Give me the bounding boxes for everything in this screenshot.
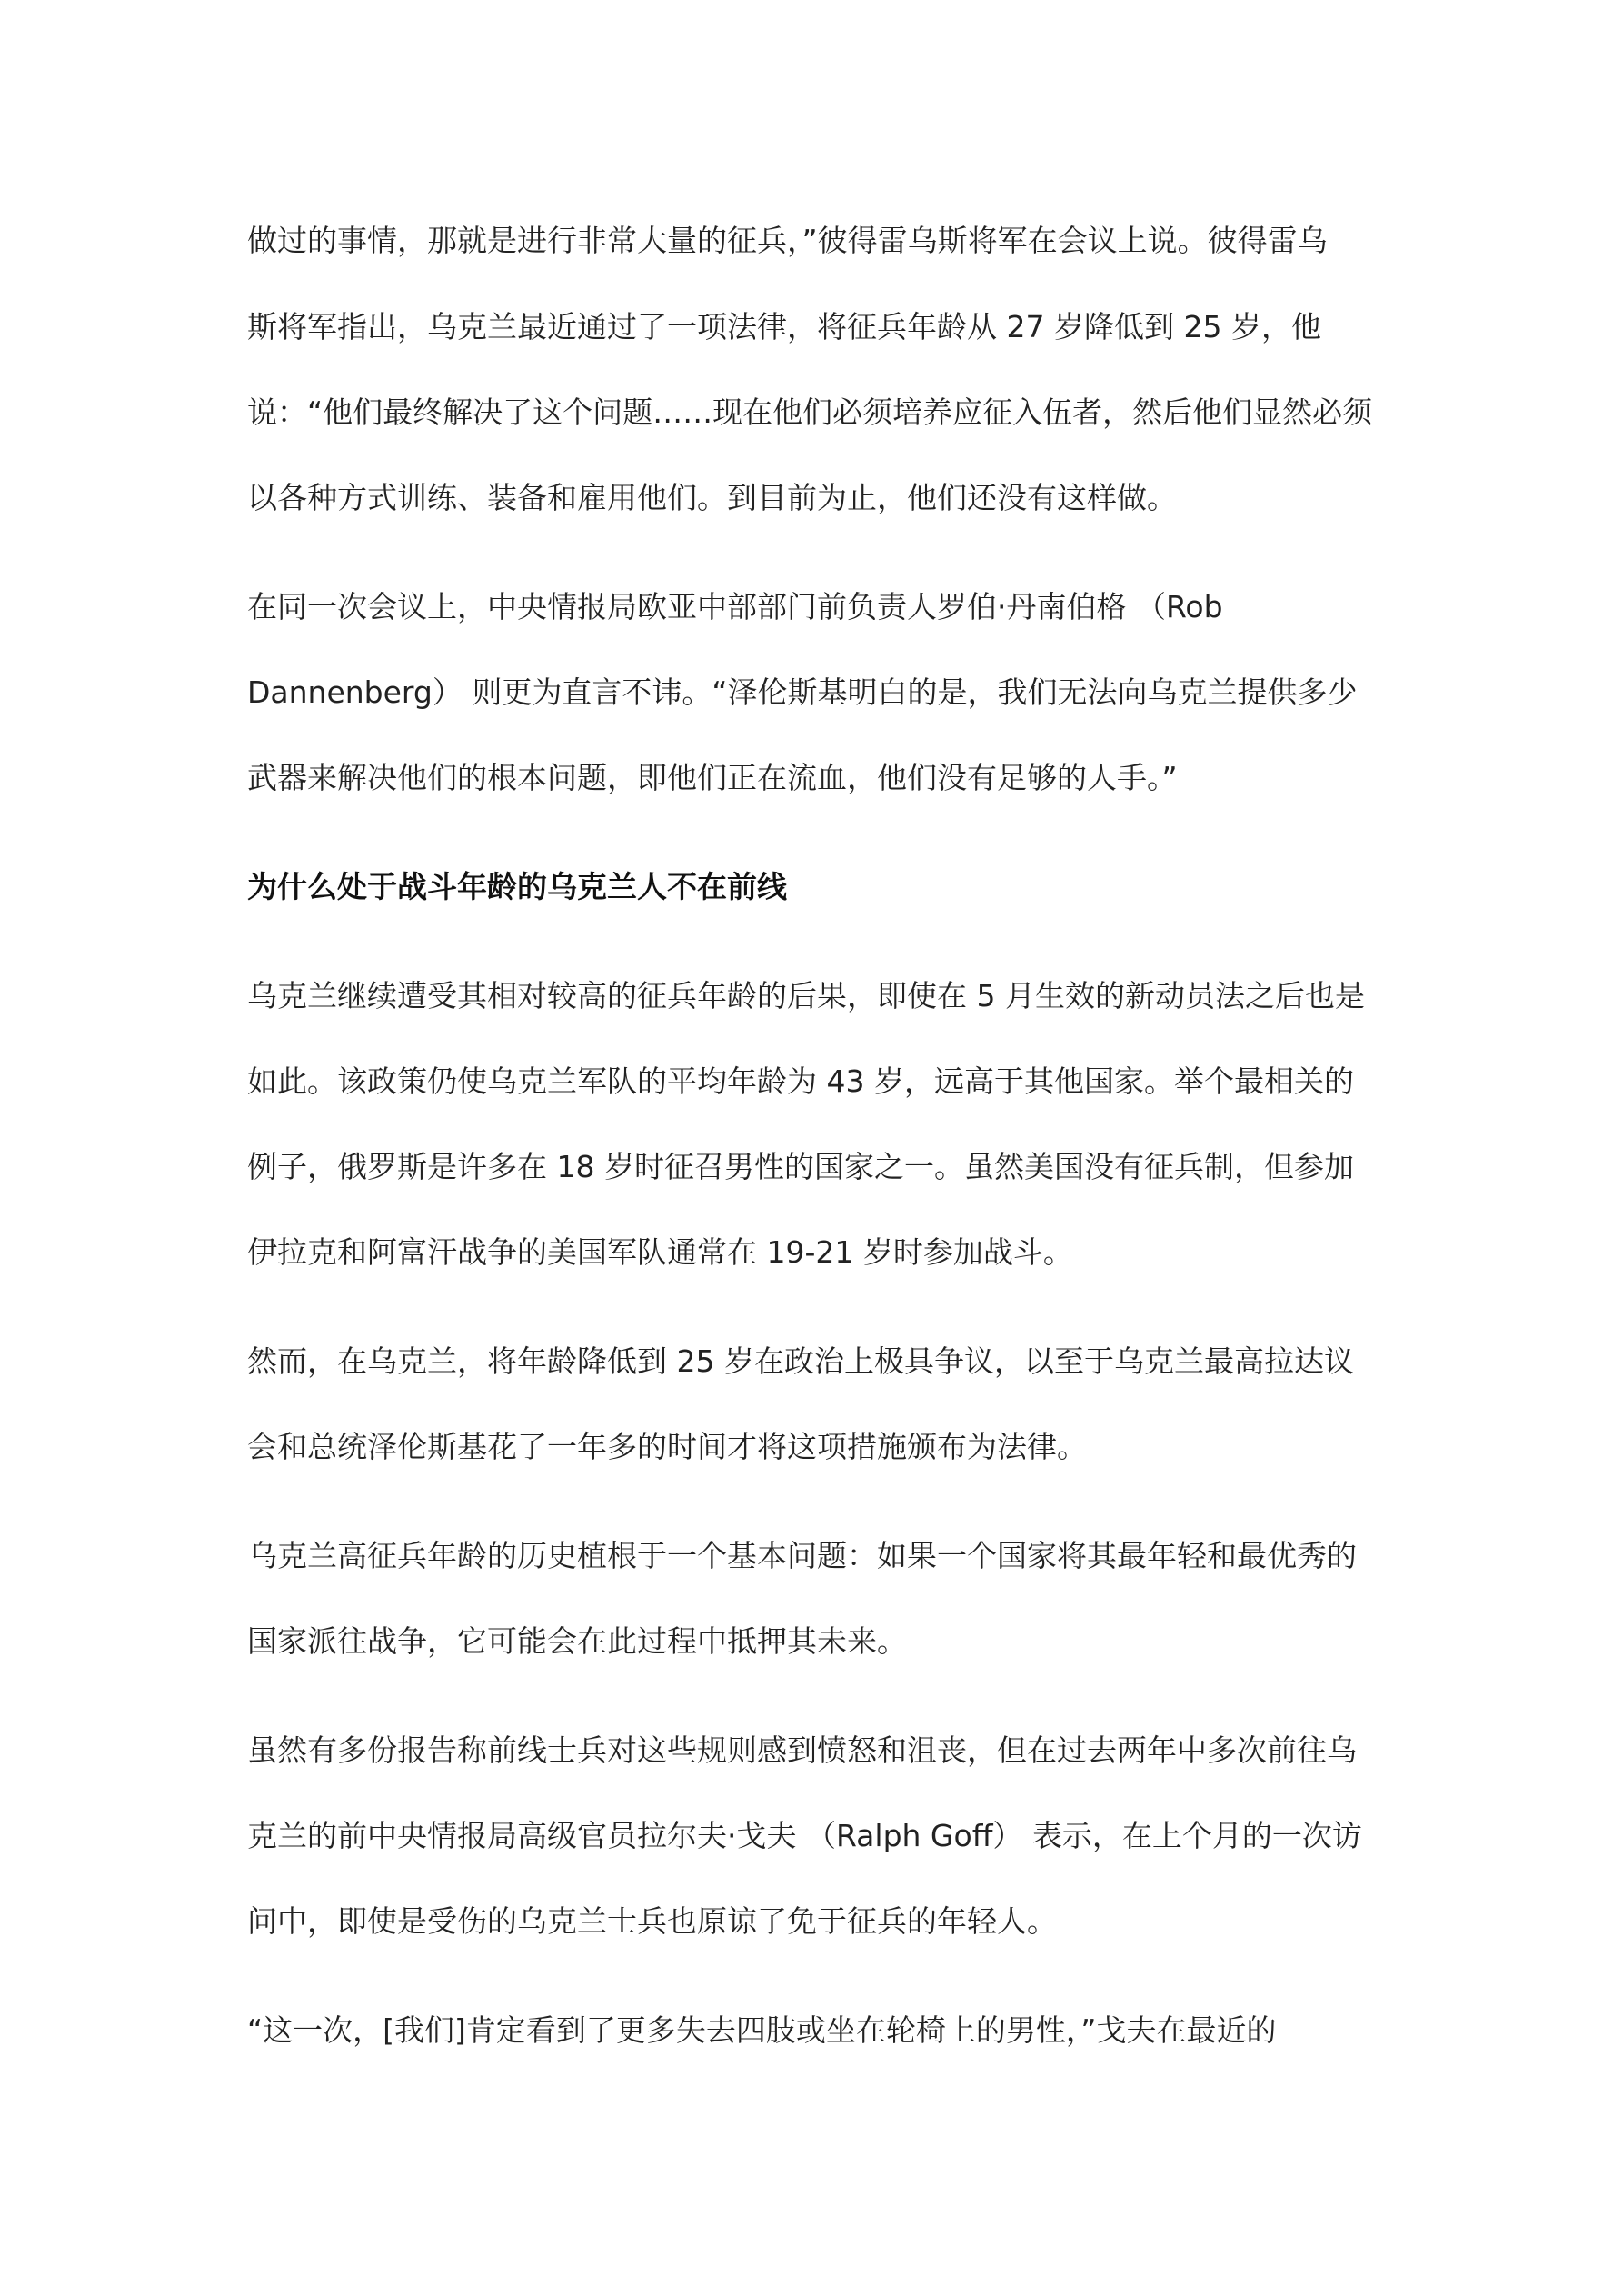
paragraph-5-line-1: 乌克兰高征兵年龄的历史植根于一个基本问题：如果一个国家将其最年轻和最优秀的 [247, 1538, 1357, 1573]
paragraph-3-line-3: 例子，俄罗斯是许多在 18 岁时征召男性的国家之一。虽然美国没有征兵制，但参加 [247, 1149, 1354, 1184]
paragraph-6-line-2: 克兰的前中央情报局高级官员拉尔夫·戈夫 （Ralph Goff） 表示，在上个月的一次访 [247, 1818, 1362, 1853]
paragraph-7-line-1: “这一次，[我们]肯定看到了更多失去四肢或坐在轮椅上的男性，”戈夫在最近的 [247, 2012, 1277, 2048]
paragraph-4-line-2: 会和总统泽伦斯基花了一年多的时间才将这项措施颁布为法律。 [247, 1429, 1087, 1464]
paragraph-1-line-1: 做过的事情，那就是进行非常大量的征兵，”彼得雷乌斯将军在会议上说。彼得雷乌 [247, 223, 1328, 258]
paragraph-2-line-1: 在同一次会议上，中央情报局欧亚中部部门前负责人罗伯·丹南伯格 （Rob [247, 589, 1223, 624]
paragraph-3-line-1: 乌克兰继续遭受其相对较高的征兵年龄的后果，即使在 5 月生效的新动员法之后也是 [247, 978, 1365, 1013]
paragraph-6-line-3: 问中，即使是受伤的乌克兰士兵也原谅了免于征兵的年轻人。 [247, 1903, 1057, 1939]
paragraph-3-line-2: 如此。该政策仍使乌克兰军队的平均年龄为 43 岁，远高于其他国家。举个最相关的 [247, 1063, 1354, 1099]
paragraph-2-line-2: Dannenberg） 则更为直言不讳。“泽伦斯基明白的是，我们无法向乌克兰提供多少 [247, 674, 1358, 710]
paragraph-6-line-1: 虽然有多份报告称前线士兵对这些规则感到愤怒和沮丧，但在过去两年中多次前往乌 [247, 1732, 1357, 1768]
paragraph-1-line-4: 以各种方式训练、装备和雇用他们。到目前为止，他们还没有这样做。 [247, 480, 1177, 515]
paragraph-1-line-3: 说：“他们最终解决了这个问题……现在他们必须培养应征入伍者，然后他们显然必须 [247, 394, 1373, 430]
paragraph-1-line-2: 斯将军指出，乌克兰最近通过了一项法律，将征兵年龄从 27 岁降低到 25 岁，他 [247, 309, 1321, 344]
paragraph-3-line-4: 伊拉克和阿富汗战争的美国军队通常在 19-21 岁时参加战斗。 [247, 1234, 1073, 1270]
paragraph-5-line-2: 国家派往战争，它可能会在此过程中抵押其未来。 [247, 1623, 907, 1659]
paragraph-2-line-3: 武器来解决他们的根本问题，即他们正在流血，他们没有足够的人手。” [247, 760, 1178, 795]
paragraph-4-line-1: 然而，在乌克兰，将年龄降低到 25 岁在政治上极具争议，以至于乌克兰最高拉达议 [247, 1343, 1354, 1379]
section-heading: 为什么处于战斗年龄的乌克兰人不在前线 [247, 869, 787, 904]
